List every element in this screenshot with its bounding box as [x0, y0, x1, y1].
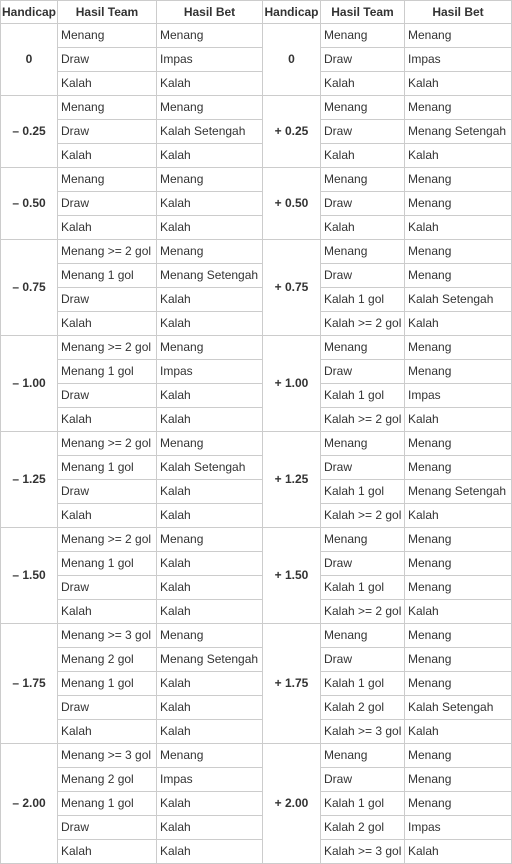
handicap-right: + 0.50 [263, 168, 321, 240]
hasil-bet-right: Menang Setengah [405, 120, 512, 144]
hasil-bet-left: Kalah [157, 720, 263, 744]
hasil-team-right: Kalah >= 2 gol [321, 504, 405, 528]
header-handicap-left: Handicap [1, 1, 58, 24]
table-row [1, 672, 512, 696]
table-row [1, 576, 512, 600]
hasil-bet-right: Kalah Setengah [405, 288, 512, 312]
header-row [1, 1, 512, 24]
hasil-team-right: Menang [321, 624, 405, 648]
hasil-team-left: Kalah [58, 408, 157, 432]
table-row [1, 552, 512, 576]
hasil-bet-left: Kalah [157, 816, 263, 840]
table-row [1, 72, 512, 96]
hasil-bet-right: Kalah Setengah [405, 696, 512, 720]
hasil-bet-left: Menang [157, 168, 263, 192]
hasil-team-right: Kalah 1 gol [321, 576, 405, 600]
hasil-bet-left: Kalah [157, 552, 263, 576]
hasil-team-left: Kalah [58, 840, 157, 864]
table-row [1, 144, 512, 168]
hasil-team-right: Draw [321, 192, 405, 216]
hasil-team-left: Kalah [58, 720, 157, 744]
hasil-bet-right: Menang [405, 768, 512, 792]
hasil-team-right: Menang [321, 528, 405, 552]
hasil-team-left: Draw [58, 696, 157, 720]
table-row [1, 480, 512, 504]
table-row [1, 456, 512, 480]
hasil-bet-right: Kalah [405, 144, 512, 168]
hasil-team-left: Menang [58, 96, 157, 120]
hasil-bet-left: Menang Setengah [157, 648, 263, 672]
hasil-team-right: Kalah [321, 72, 405, 96]
hasil-team-left: Menang 1 gol [58, 792, 157, 816]
hasil-bet-right: Menang Setengah [405, 480, 512, 504]
table-row [1, 816, 512, 840]
hasil-team-left: Kalah [58, 72, 157, 96]
hasil-bet-right: Menang [405, 672, 512, 696]
handicap-left: – 1.25 [1, 432, 58, 528]
table-row [1, 264, 512, 288]
hasil-team-left: Menang >= 2 gol [58, 528, 157, 552]
table-row [1, 432, 512, 456]
hasil-bet-right: Menang [405, 528, 512, 552]
hasil-bet-left: Menang [157, 432, 263, 456]
hasil-team-right: Menang [321, 24, 405, 48]
handicap-left: – 1.50 [1, 528, 58, 624]
hasil-team-left: Menang 1 gol [58, 456, 157, 480]
hasil-bet-right: Menang [405, 336, 512, 360]
hasil-team-left: Draw [58, 480, 157, 504]
hasil-bet-left: Kalah [157, 384, 263, 408]
table-row [1, 504, 512, 528]
hasil-team-right: Draw [321, 360, 405, 384]
table-row [1, 24, 512, 48]
hasil-team-right: Kalah >= 2 gol [321, 408, 405, 432]
table-row [1, 744, 512, 768]
hasil-bet-right: Menang [405, 96, 512, 120]
hasil-bet-right: Menang [405, 264, 512, 288]
handicap-left: – 1.75 [1, 624, 58, 744]
hasil-team-right: Menang [321, 432, 405, 456]
hasil-bet-right: Menang [405, 552, 512, 576]
table-row [1, 120, 512, 144]
hasil-bet-right: Menang [405, 624, 512, 648]
hasil-bet-right: Menang [405, 168, 512, 192]
hasil-bet-right: Menang [405, 24, 512, 48]
handicap-right: + 1.25 [263, 432, 321, 528]
hasil-team-right: Kalah 1 gol [321, 480, 405, 504]
table-row [1, 360, 512, 384]
table-row [1, 768, 512, 792]
hasil-team-right: Kalah [321, 216, 405, 240]
handicap-right: + 2.00 [263, 744, 321, 864]
hasil-bet-left: Menang [157, 336, 263, 360]
hasil-bet-right: Menang [405, 360, 512, 384]
handicap-left: – 0.75 [1, 240, 58, 336]
hasil-bet-left: Menang [157, 744, 263, 768]
hasil-team-left: Menang [58, 168, 157, 192]
hasil-bet-left: Kalah [157, 792, 263, 816]
hasil-bet-right: Menang [405, 648, 512, 672]
hasil-team-right: Kalah 2 gol [321, 816, 405, 840]
hasil-bet-left: Menang [157, 240, 263, 264]
hasil-bet-left: Kalah [157, 216, 263, 240]
hasil-bet-right: Kalah [405, 600, 512, 624]
table-row [1, 624, 512, 648]
hasil-bet-right: Kalah [405, 216, 512, 240]
hasil-bet-left: Kalah [157, 576, 263, 600]
hasil-bet-right: Menang [405, 192, 512, 216]
hasil-bet-left: Kalah [157, 600, 263, 624]
hasil-bet-right: Menang [405, 744, 512, 768]
hasil-team-right: Menang [321, 240, 405, 264]
handicap-right: + 0.75 [263, 240, 321, 336]
hasil-team-right: Kalah [321, 144, 405, 168]
hasil-team-right: Kalah 1 gol [321, 792, 405, 816]
table-row [1, 600, 512, 624]
hasil-team-left: Menang 2 gol [58, 648, 157, 672]
hasil-team-left: Menang 1 gol [58, 360, 157, 384]
hasil-bet-left: Kalah [157, 192, 263, 216]
hasil-team-left: Draw [58, 48, 157, 72]
hasil-team-right: Draw [321, 768, 405, 792]
table-row [1, 312, 512, 336]
hasil-bet-left: Kalah [157, 504, 263, 528]
hasil-team-left: Draw [58, 120, 157, 144]
handicap-left: – 0.25 [1, 96, 58, 168]
hasil-bet-right: Menang [405, 240, 512, 264]
hasil-team-right: Menang [321, 168, 405, 192]
hasil-team-right: Kalah 1 gol [321, 672, 405, 696]
hasil-team-left: Menang 2 gol [58, 768, 157, 792]
hasil-team-left: Kalah [58, 504, 157, 528]
hasil-team-right: Kalah 2 gol [321, 696, 405, 720]
hasil-team-left: Draw [58, 816, 157, 840]
handicap-right: + 1.00 [263, 336, 321, 432]
hasil-bet-left: Kalah [157, 144, 263, 168]
hasil-team-left: Menang 1 gol [58, 552, 157, 576]
hasil-team-left: Kalah [58, 312, 157, 336]
handicap-left: – 0.50 [1, 168, 58, 240]
hasil-bet-left: Kalah [157, 312, 263, 336]
hasil-bet-left: Kalah [157, 672, 263, 696]
hasil-team-left: Draw [58, 192, 157, 216]
table-row [1, 408, 512, 432]
hasil-bet-left: Kalah [157, 696, 263, 720]
hasil-bet-right: Menang [405, 456, 512, 480]
hasil-team-right: Draw [321, 552, 405, 576]
hasil-team-left: Kalah [58, 600, 157, 624]
hasil-bet-left: Kalah [157, 408, 263, 432]
table-row [1, 720, 512, 744]
table-row [1, 648, 512, 672]
table-row [1, 240, 512, 264]
hasil-bet-left: Menang [157, 96, 263, 120]
hasil-team-right: Menang [321, 96, 405, 120]
hasil-bet-right: Kalah [405, 408, 512, 432]
hasil-team-right: Draw [321, 264, 405, 288]
handicap-left: – 2.00 [1, 744, 58, 864]
hasil-bet-left: Impas [157, 768, 263, 792]
hasil-bet-left: Menang [157, 624, 263, 648]
hasil-team-right: Draw [321, 120, 405, 144]
hasil-team-left: Kalah [58, 216, 157, 240]
hasil-bet-right: Menang [405, 432, 512, 456]
hasil-team-right: Menang [321, 336, 405, 360]
hasil-team-right: Draw [321, 648, 405, 672]
hasil-team-left: Menang 1 gol [58, 264, 157, 288]
hasil-bet-right: Menang [405, 576, 512, 600]
hasil-team-right: Kalah >= 3 gol [321, 720, 405, 744]
table-row [1, 384, 512, 408]
table-row [1, 288, 512, 312]
hasil-bet-left: Menang [157, 528, 263, 552]
hasil-bet-left: Kalah [157, 840, 263, 864]
table-row [1, 696, 512, 720]
hasil-bet-right: Impas [405, 816, 512, 840]
hasil-bet-right: Impas [405, 48, 512, 72]
hasil-team-right: Kalah 1 gol [321, 288, 405, 312]
hasil-team-left: Draw [58, 384, 157, 408]
header-hasil-team-left: Hasil Team [58, 1, 157, 24]
hasil-bet-left: Impas [157, 360, 263, 384]
hasil-bet-right: Menang [405, 792, 512, 816]
handicap-right: + 1.50 [263, 528, 321, 624]
hasil-bet-right: Kalah [405, 72, 512, 96]
table-body [1, 24, 512, 864]
hasil-team-right: Kalah >= 2 gol [321, 312, 405, 336]
hasil-team-right: Kalah >= 3 gol [321, 840, 405, 864]
handicap-right: + 1.75 [263, 624, 321, 744]
header-hasil-bet-right: Hasil Bet [405, 1, 512, 24]
header-hasil-bet-left: Hasil Bet [157, 1, 263, 24]
hasil-team-left: Menang >= 2 gol [58, 336, 157, 360]
hasil-bet-left: Kalah Setengah [157, 120, 263, 144]
hasil-team-left: Menang >= 2 gol [58, 432, 157, 456]
hasil-bet-left: Kalah [157, 72, 263, 96]
hasil-bet-left: Kalah [157, 480, 263, 504]
hasil-bet-left: Kalah Setengah [157, 456, 263, 480]
hasil-team-left: Draw [58, 576, 157, 600]
hasil-team-left: Menang [58, 24, 157, 48]
header-handicap-right: Handicap [263, 1, 321, 24]
hasil-bet-right: Kalah [405, 840, 512, 864]
hasil-team-left: Kalah [58, 144, 157, 168]
hasil-team-left: Menang 1 gol [58, 672, 157, 696]
table-row [1, 168, 512, 192]
hasil-bet-right: Kalah [405, 720, 512, 744]
table-row [1, 216, 512, 240]
table-row [1, 96, 512, 120]
handicap-right: 0 [263, 24, 321, 96]
hasil-bet-left: Menang Setengah [157, 264, 263, 288]
hasil-team-right: Menang [321, 744, 405, 768]
hasil-bet-left: Impas [157, 48, 263, 72]
handicap-left: 0 [1, 24, 58, 96]
hasil-team-right: Kalah 1 gol [321, 384, 405, 408]
table-row [1, 840, 512, 864]
hasil-bet-right: Impas [405, 384, 512, 408]
hasil-team-left: Menang >= 3 gol [58, 744, 157, 768]
table-row [1, 528, 512, 552]
hasil-team-right: Draw [321, 48, 405, 72]
table-row [1, 336, 512, 360]
hasil-team-right: Draw [321, 456, 405, 480]
table-row [1, 48, 512, 72]
table-row [1, 792, 512, 816]
header-hasil-team-right: Hasil Team [321, 1, 405, 24]
hasil-bet-right: Kalah [405, 312, 512, 336]
hasil-bet-left: Menang [157, 24, 263, 48]
handicap-right: + 0.25 [263, 96, 321, 168]
hasil-team-right: Kalah >= 2 gol [321, 600, 405, 624]
hasil-bet-right: Kalah [405, 504, 512, 528]
hasil-team-left: Menang >= 3 gol [58, 624, 157, 648]
handicap-left: – 1.00 [1, 336, 58, 432]
hasil-team-left: Menang >= 2 gol [58, 240, 157, 264]
hasil-team-left: Draw [58, 288, 157, 312]
table-row [1, 192, 512, 216]
hasil-bet-left: Kalah [157, 288, 263, 312]
